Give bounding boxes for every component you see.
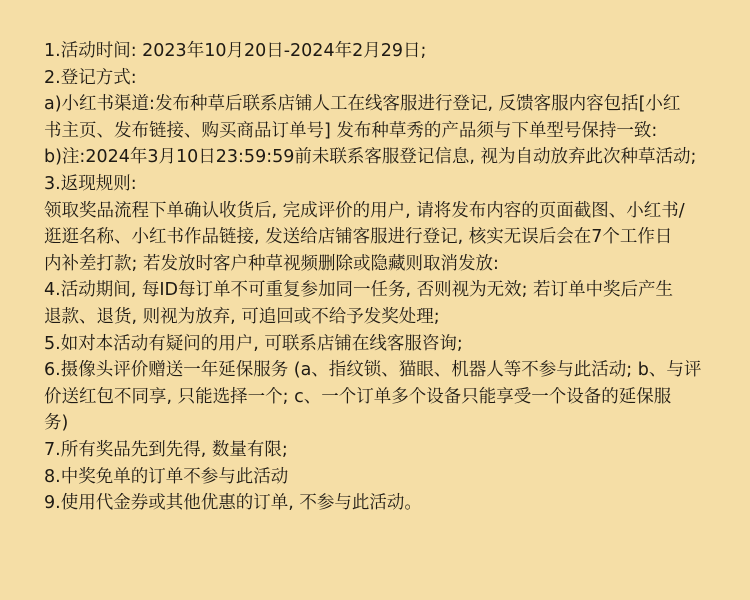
rule-line-cashback-3: 内补差打款; 若发放时客户种草视频删除或隐藏则取消发放: [44, 253, 499, 274]
rule-line-registration-a-1: a)小红书渠道:发布种草后联系店铺人工在线客服进行登记, 反馈客服内容包括[小红 [44, 94, 681, 115]
rule-line-free-order: 8.中奖免单的订单不参与此活动 [44, 466, 289, 487]
rule-line-questions: 5.如对本活动有疑问的用户, 可联系店铺在线客服咨询; [44, 333, 463, 354]
rule-line-registration-heading: 2.登记方式: [44, 67, 137, 88]
rule-line-activity-time: 1.活动时间: 2023年10月20日-2024年2月29日; [44, 41, 427, 61]
rule-line-cashback-2: 逛逛名称、小红书作品链接, 发送给店铺客服进行登记, 核实无误后会在7个工作日 [44, 227, 673, 248]
rule-line-period-2: 退款、退货, 则视为放弃, 可追回或不给予发奖处理; [44, 306, 440, 327]
rule-line-warranty-2: 价送红包不同享, 只能选择一个; c、一个订单多个设备只能享受一个设备的延保服 [44, 386, 672, 407]
rule-line-warranty-3: 务) [44, 413, 69, 434]
rule-line-registration-b: b)注:2024年3月10日23:59:59前未联系客服登记信息, 视为自动放弃此次种草活动; [44, 147, 697, 168]
rule-line-prizes: 7.所有奖品先到先得, 数量有限; [44, 439, 288, 460]
rule-line-cashback-1: 领取奖品流程下单确认收货后, 完成评价的用户, 请将发布内容的页面截图、小红书/ [44, 200, 685, 221]
rule-line-coupons: 9.使用代金券或其他优惠的订单, 不参与此活动。 [44, 493, 422, 514]
rule-line-warranty-1: 6.摄像头评价赠送一年延保服务 (a、指纹锁、猫眼、机器人等不参与此活动; b、与评 [44, 360, 702, 381]
rule-line-period-1: 4.活动期间, 每ID每订单不可重复参加同一任务, 否则视为无效; 若订单中奖后产生 [44, 280, 674, 301]
rule-line-cashback-heading: 3.返现规则: [44, 173, 137, 194]
rule-line-registration-a-2: 书主页、发布链接、购买商品订单号] 发布种草秀的产品须与下单型号保持一致: [44, 120, 658, 141]
